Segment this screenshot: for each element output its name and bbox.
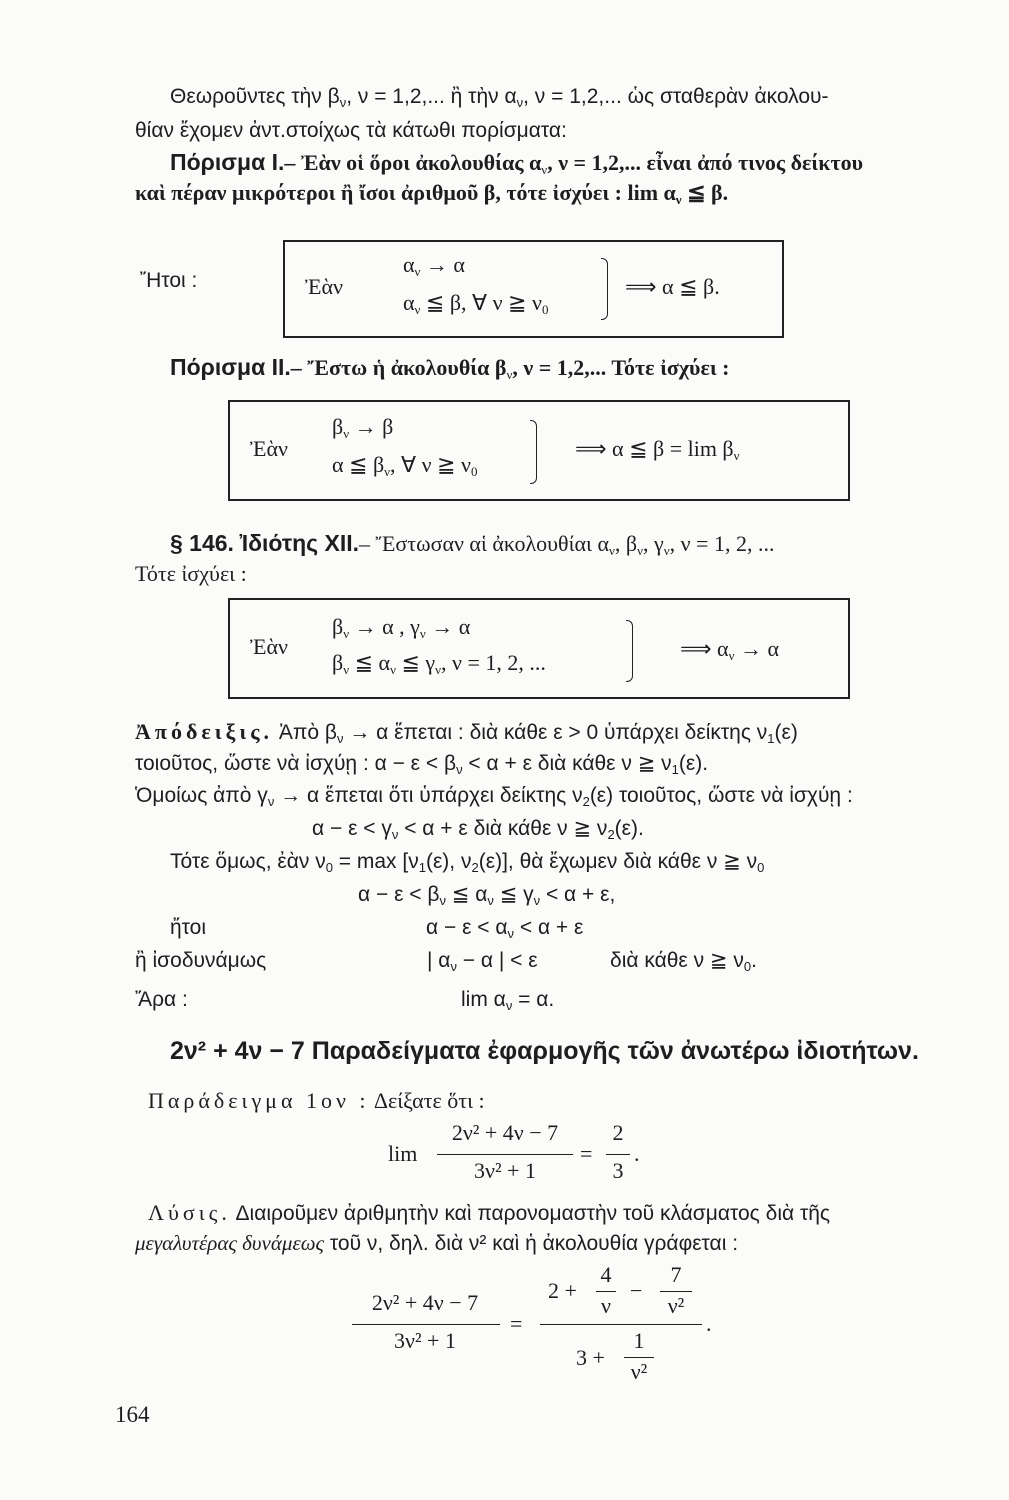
fraction-bar xyxy=(606,1154,630,1155)
example-1-line xyxy=(148,1088,485,1114)
fraction-bar xyxy=(596,1291,616,1292)
numerator: 2ν² + 4ν − 7 xyxy=(451,1120,559,1145)
italic-text: μεγαλυτέρας δυνάμεως xyxy=(135,1231,325,1255)
text: β xyxy=(332,650,344,675)
page-number: 164 xyxy=(115,1402,150,1427)
text: τοιοῦτος, ὥστε νὰ ἰσχύῃ : α − ε < β xyxy=(135,752,457,775)
sub: ν xyxy=(414,302,421,317)
numerator: 4 xyxy=(600,1262,612,1287)
sub: ν xyxy=(507,926,515,941)
brace xyxy=(601,258,608,320)
sub: 1 xyxy=(418,860,426,875)
text: → α ἕπεται ὅτι ὑπάρχει δείκτης ν xyxy=(274,784,583,807)
brace xyxy=(626,620,633,682)
equals: = xyxy=(580,1141,593,1166)
sub: 1 xyxy=(767,731,775,746)
section-title: Παραδείγματα ἐφαρμογῆς τῶν ἀνωτέρω ἰδιοτήτων. xyxy=(311,1037,919,1065)
corollary-2-box xyxy=(228,400,850,501)
sub: 0 xyxy=(470,464,478,479)
text: , ν = 1,2,... ἢ τὴν α xyxy=(346,85,517,108)
section-number: § 146. xyxy=(170,530,234,556)
main-fraction-bar xyxy=(540,1324,702,1325)
intro-line-2: θίαν ἔχομεν ἀντ.στοίχως τὰ κάτωθι πορίσματα: xyxy=(135,119,567,142)
text: , ν = 1, 2, ... xyxy=(669,531,775,556)
dot: . xyxy=(634,1141,640,1166)
section-number: 2ν² + 4ν − 7 xyxy=(170,1037,305,1065)
text: ⟹ α xyxy=(680,636,729,661)
term: 3 + xyxy=(576,1345,605,1370)
text: , ν = 1,2,... Τότε ἰσχύει : xyxy=(512,355,730,380)
text: Τότε ὅμως, ἐὰν ν xyxy=(170,850,326,873)
text: ≦ γ xyxy=(395,650,436,675)
proof-line-1 xyxy=(135,719,798,752)
numerator: 2ν² + 4ν − 7 xyxy=(371,1290,479,1315)
sub: ν xyxy=(728,648,735,663)
sub: ν xyxy=(533,893,541,908)
text: . xyxy=(751,949,757,972)
numerator: 2 xyxy=(612,1120,624,1145)
sub: ν xyxy=(419,626,426,641)
therefore-label: Ἄρα : xyxy=(135,988,188,1011)
condition-1 xyxy=(332,414,393,447)
sub: ν xyxy=(343,626,350,641)
sub: 0 xyxy=(743,959,752,974)
denominator: ν² xyxy=(667,1293,685,1318)
text: α − ε < γ xyxy=(312,817,392,840)
etoi-label: Ἤτοι : xyxy=(140,269,198,292)
text: Ἀπὸ β xyxy=(273,721,337,744)
text: ≦ β, ∀ ν ≧ ν xyxy=(420,290,542,315)
section-title: Ἰδιότης XII. xyxy=(239,530,360,556)
proof-line-5 xyxy=(170,849,764,881)
solution-line-1 xyxy=(148,1200,830,1227)
sub: 2 xyxy=(607,827,615,842)
text: → α xyxy=(425,614,471,639)
dot: . xyxy=(706,1311,712,1336)
solution-line-2 xyxy=(135,1230,738,1257)
sub: ν xyxy=(343,426,350,441)
text: , ∀ ν ≧ ν xyxy=(390,452,471,477)
condition-2 xyxy=(332,650,546,683)
sub: ν xyxy=(516,95,524,110)
proof-line-7 xyxy=(426,915,583,947)
sub: ν xyxy=(541,162,548,177)
corollary-2-line xyxy=(170,354,730,388)
text: = max [ν xyxy=(332,850,419,873)
proof-line-4 xyxy=(312,816,644,848)
numerator: 1 xyxy=(633,1328,645,1353)
intro-line-1 xyxy=(170,84,829,116)
example-label: Παράδειγμα 1ον : xyxy=(148,1088,370,1113)
sub: 1 xyxy=(671,762,679,777)
text: < α + ε xyxy=(514,916,584,939)
text: | α xyxy=(427,949,451,972)
condition-2 xyxy=(403,290,548,323)
text: (ε). xyxy=(678,752,709,775)
corollary-1-box xyxy=(283,240,784,338)
text: → α xyxy=(420,252,465,277)
sub: ν xyxy=(733,448,740,463)
text: → α xyxy=(734,636,779,661)
sub: 2 xyxy=(582,794,590,809)
text: = α. xyxy=(512,988,555,1011)
text: – Ἐὰν οἱ ὅροι ἀκολουθίας α xyxy=(284,150,542,175)
proof-conclusion xyxy=(461,987,554,1019)
text: → β xyxy=(349,414,394,439)
corollary-1-line-2 xyxy=(135,180,728,213)
denominator: 3ν² + 1 xyxy=(474,1158,536,1183)
fraction-bar xyxy=(352,1324,500,1325)
text: ≦ β. xyxy=(681,180,729,205)
sub: ν xyxy=(414,264,421,279)
solution-label: Λύσις. xyxy=(148,1200,231,1225)
equals: = xyxy=(510,1311,523,1336)
text: α − ε < β xyxy=(358,883,440,906)
corollary-1-line-1 xyxy=(170,149,863,183)
result xyxy=(575,436,740,469)
text: → α , γ xyxy=(349,614,420,639)
text: Θεωροῦντες τὴν β xyxy=(170,85,340,108)
then-holds: Τότε ἰσχύει : xyxy=(135,561,247,586)
text: , ν = 1,2,... ὡς σταθερὰν ἀκολου- xyxy=(523,85,829,108)
text: ≦ γ xyxy=(493,883,534,906)
text: α xyxy=(403,252,415,277)
proof-line-8 xyxy=(427,948,538,980)
text: (ε). xyxy=(614,817,644,840)
text: Ὁμοίως ἀπὸ γ xyxy=(135,784,268,807)
brace xyxy=(530,420,537,484)
sub: ν xyxy=(456,762,463,777)
text: lim α xyxy=(461,988,506,1011)
text: Διαιροῦμεν ἀριθμητὴν καὶ παρονομαστὴν τοῦ κλάσματος διὰ τῆς xyxy=(230,1202,831,1225)
if-label: Ἐὰν xyxy=(250,634,288,659)
sub: ν xyxy=(339,95,347,110)
text: α xyxy=(403,290,415,315)
text: α ≦ β xyxy=(332,452,385,477)
text: β xyxy=(332,614,344,639)
property-12-box xyxy=(228,598,850,699)
condition-2 xyxy=(332,452,477,485)
text: → α ἕπεται : διὰ κάθε ε > 0 ὑπάρχει δείκτης ν xyxy=(343,721,768,744)
sub: ν xyxy=(637,543,643,558)
sub: 0 xyxy=(757,860,765,875)
text: , ν = 1,2,... εἶναι ἀπό τινος δείκτου xyxy=(547,150,864,175)
minus: − xyxy=(630,1278,643,1303)
proof-line-2 xyxy=(135,751,708,783)
denominator: 3 xyxy=(612,1158,624,1183)
if-label: Ἐὰν xyxy=(250,436,288,461)
text: (ε)], θὰ ἔχωμεν διὰ κάθε ν ≧ ν xyxy=(478,850,758,873)
section-147-heading xyxy=(170,1038,919,1064)
result: ⟹ α ≦ β. xyxy=(625,274,720,299)
denominator: ν² xyxy=(630,1359,648,1384)
fraction-bar xyxy=(624,1357,654,1358)
sub: ν xyxy=(391,827,399,842)
sub: ν xyxy=(506,367,513,382)
sub: ν xyxy=(675,192,682,207)
text: ⟹ α ≦ β = lim β xyxy=(575,436,734,461)
text: (ε) τοιοῦτος, ὥστε νὰ ἰσχύῃ : xyxy=(589,784,853,807)
sub: 0 xyxy=(541,302,549,317)
sub: ν xyxy=(450,959,457,974)
equivalently: ἢ ἰσοδυνάμως xyxy=(135,949,267,972)
text: (ε), ν xyxy=(425,850,472,873)
sub: 2 xyxy=(471,860,479,875)
proof-line-3 xyxy=(135,783,853,815)
text: , γ xyxy=(642,531,664,556)
text: (ε) xyxy=(774,721,798,744)
text: , β xyxy=(614,531,638,556)
corollary-2-title: Πόρισμα II. xyxy=(170,354,291,380)
sub: 0 xyxy=(325,860,333,875)
text: – Ἔστωσαν αἱ ἀκολουθίαι α xyxy=(359,531,609,556)
sub: ν xyxy=(267,794,275,809)
result xyxy=(680,636,779,669)
etoi-word: ἤτοι xyxy=(170,916,207,939)
text: Δείξατε ὅτι : xyxy=(369,1088,485,1113)
sub: ν xyxy=(487,893,494,908)
sub: ν xyxy=(435,662,441,677)
denominator: 3ν² + 1 xyxy=(394,1328,456,1353)
text: διὰ κάθε ν ≧ ν xyxy=(610,949,744,972)
sub: ν xyxy=(390,662,396,677)
text: − α | < ε xyxy=(456,949,538,972)
proof-label: Ἀπόδειξις. xyxy=(135,719,273,744)
text: τοῦ ν, δηλ. διὰ ν² καὶ ἡ ἀκολουθία γράφεται : xyxy=(324,1232,739,1255)
sub: ν xyxy=(439,893,446,908)
lim: lim xyxy=(388,1141,418,1166)
sub: ν xyxy=(505,998,513,1013)
corollary-1-title: Πόρισμα I. xyxy=(170,149,285,175)
numerator: 7 xyxy=(670,1262,682,1287)
sub: ν xyxy=(336,731,344,746)
text: < α + ε διὰ κάθε ν ≧ ν xyxy=(462,752,672,775)
fraction-bar xyxy=(437,1154,573,1155)
section-146-line xyxy=(170,530,774,564)
proof-line-8b xyxy=(610,948,757,980)
condition-1 xyxy=(332,614,470,647)
text: < α + ε, xyxy=(540,883,616,906)
text: καὶ πέραν μικρότεροι ἢ ἴσοι ἀριθμοῦ β, τότε ἰσχύει : lim α xyxy=(135,180,676,205)
denominator: ν xyxy=(601,1293,611,1318)
term: 2 + xyxy=(548,1278,577,1303)
proof-line-6 xyxy=(358,882,615,914)
sub: ν xyxy=(663,543,670,558)
sub: ν xyxy=(384,464,391,479)
text: < α + ε διὰ κάθε ν ≧ ν xyxy=(398,817,608,840)
if-label: Ἐὰν xyxy=(305,274,343,299)
text: – Ἔστω ἡ ἀκολουθία β xyxy=(290,355,507,380)
sub: ν xyxy=(343,662,350,677)
text: ≦ α xyxy=(445,883,488,906)
sub: ν xyxy=(609,543,615,558)
text: β xyxy=(332,414,344,439)
text: ≦ α xyxy=(349,650,391,675)
text: , ν = 1, 2, ... xyxy=(441,650,546,675)
condition-1 xyxy=(403,252,465,285)
fraction-bar xyxy=(660,1291,692,1292)
text: α − ε < α xyxy=(426,916,508,939)
